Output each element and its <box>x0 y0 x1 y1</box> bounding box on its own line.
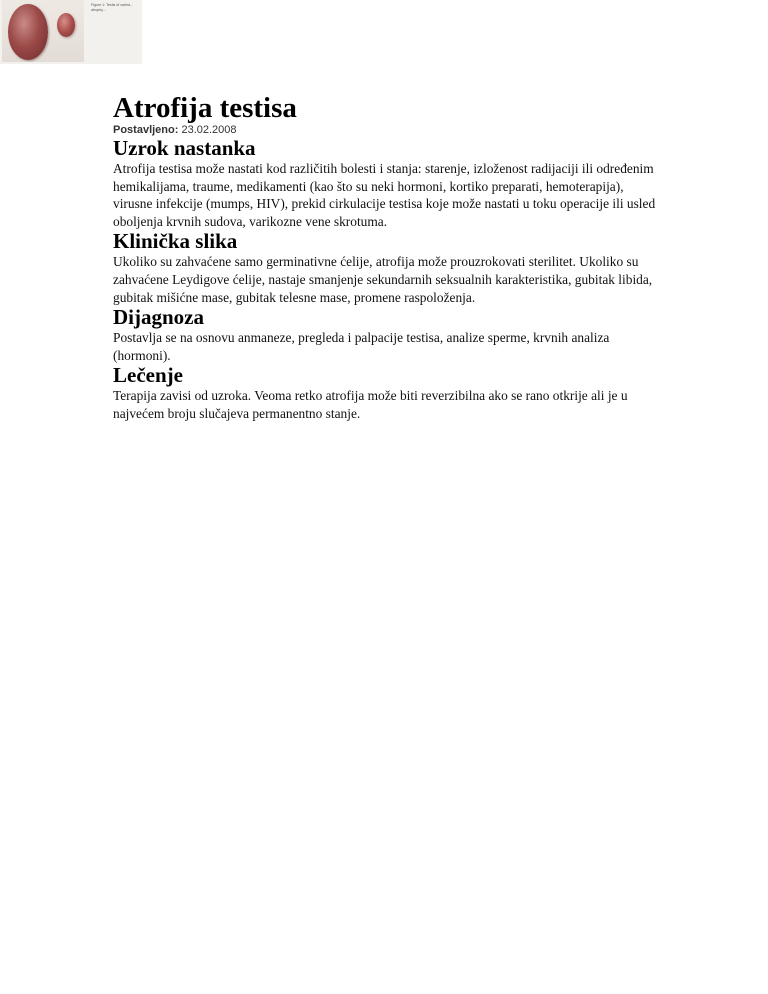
section-diagnosis <box>113 306 658 364</box>
posted-label: Postavljeno: <box>113 124 179 136</box>
section-heading: Uzrok nastanka <box>113 136 256 160</box>
section-clinical-picture <box>113 230 658 306</box>
section-text: Postavlja se na osnovu anmaneze, pregleda i palpacije testisa, analize sperme, krvnih analiza (hormoni). <box>113 330 610 363</box>
page-title: Atrofija testisa <box>113 92 297 124</box>
article <box>113 92 658 423</box>
section-text: Ukoliko su zahvaćene samo germinativne ćelije, atrofija može prouzrokovati sterilitet. Ukoliko su zahvaćene Leydigove ćelije, nastaje smanjenje sekundarnih seksualnih karakteristika, gubitak libida, gubitak mišićne mase, gubitak telesne mase, promene raspoloženja. <box>113 254 653 305</box>
section-heading: Lečenje <box>113 363 183 388</box>
article-figure <box>0 0 142 64</box>
atrophic-testis-image <box>57 13 75 37</box>
normal-testis-image <box>8 4 48 60</box>
posted-date: 23.02.2008 <box>181 124 237 136</box>
section-heading: Klinička slika <box>113 229 238 254</box>
section-text: Terapija zavisi od uzroka. Veoma retko atrofija može biti reverzibilna ako se rano otkrije ali je u najvećem broju slučajeva permanentno stanje. <box>113 388 628 421</box>
section-treatment <box>113 364 658 422</box>
testis-photo <box>2 0 84 62</box>
section-text: Atrofija testisa može nastati kod različitih bolesti i stanja: starenje, izloženost radijaciji ili određenim hemikalijama, traume, medikamenti (kao što su neki hormoni, kortiko preparati, hemoterapija), virusne infekcije (mumps, HIV), prekid cirkulacije testisa koje može nastati u toku operacije ili usled oboljenja krvnih sudova, varikozne vene skrotuma. <box>113 161 656 229</box>
figure-caption: Figure 1: Testis of varied... atrophy... <box>91 3 134 12</box>
section-heading: Dijagnoza <box>113 305 204 330</box>
section-cause <box>113 137 658 230</box>
